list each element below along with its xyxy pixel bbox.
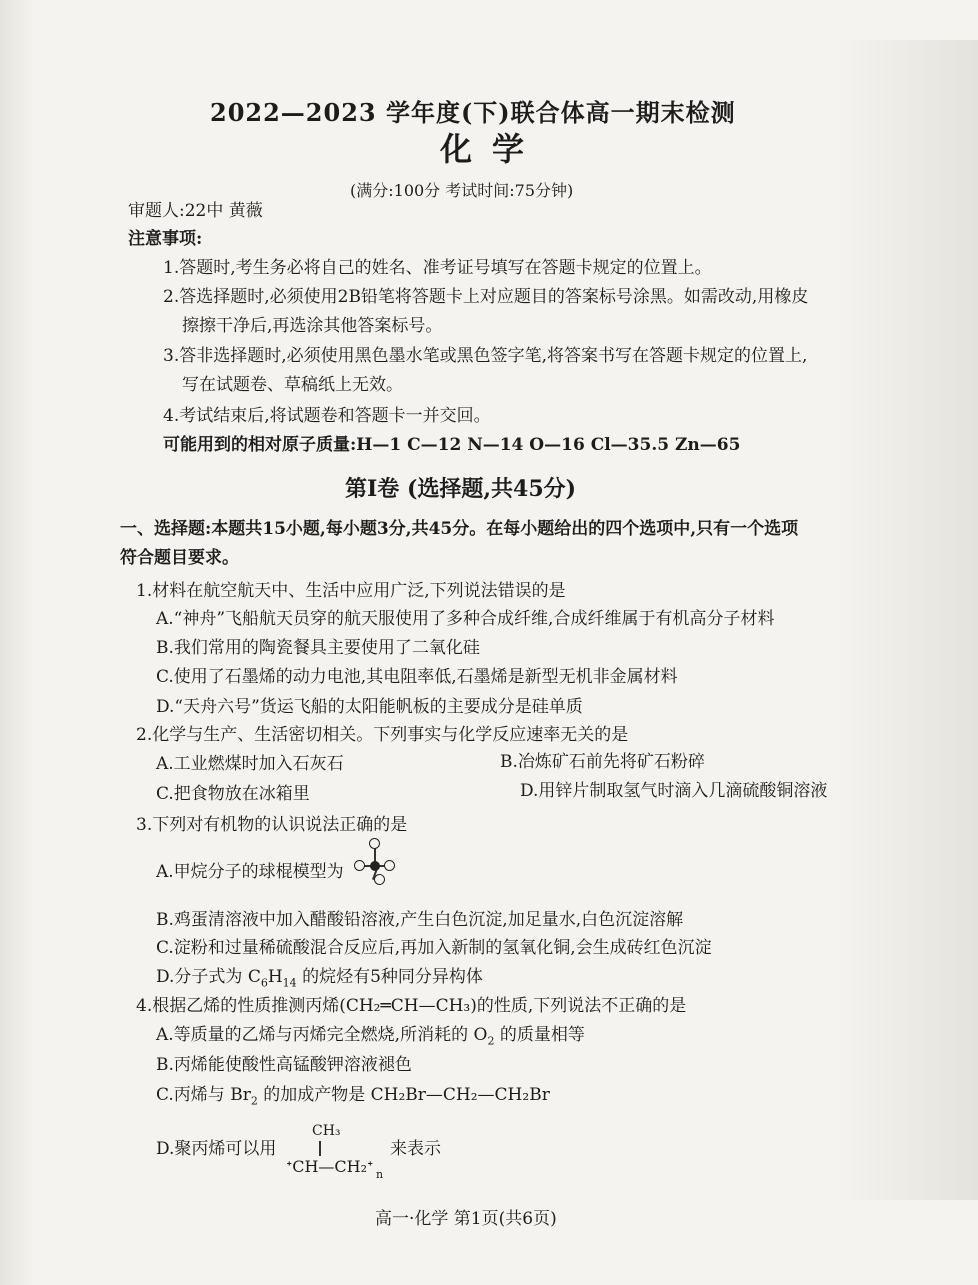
q1-stem: 1.材料在航空航天中、生活中应用广泛,下列说法错误的是 (136, 581, 566, 601)
note-item-2-cont: 擦擦干净后,再选涂其他答案标号。 (182, 316, 443, 336)
page-left-shadow (0, 0, 34, 1285)
atomic-masses: 可能用到的相对原子质量:H—1 C—12 N—14 O—16 Cl—35.5 Zn—65 (163, 435, 741, 455)
methane-ball-stick-model (352, 838, 398, 888)
q4-option-c: C.丙烯与 $Br_2$ 的加成产物是 CH₂Br—CH₂—CH₂Br (156, 1085, 550, 1108)
q2-option-c: C.把食物放在冰箱里 (156, 784, 310, 804)
q3-option-a: A.甲烷分子的球棍模型为 (156, 862, 344, 882)
page-footer: 高一·化学 第1页(共6页) (375, 1209, 557, 1229)
q4-option-b: B.丙烯能使酸性高锰酸钾溶液褪色 (156, 1055, 412, 1075)
q4-option-d-prefix: D.聚丙烯可以用 (156, 1139, 277, 1159)
polypropylene-formula (286, 1120, 386, 1180)
q1-option-a: A.“神舟”飞船航天员穿的航天服使用了多种合成纤维,合成纤维属于有机高分子材料 (156, 609, 775, 629)
page-bleed-through (838, 40, 978, 1200)
subject-title: 化学 (440, 130, 545, 168)
note-item-3: 3.答非选择题时,必须使用黑色墨水笔或黑色签字笔,将答案书写在答题卡规定的位置上, (163, 346, 808, 366)
section1-instructions-cont: 符合题目要求。 (120, 548, 239, 568)
notes-heading: 注意事项: (128, 229, 203, 249)
q3-option-d: D.分子式为 $C_6H_{14}$ 的烷烃有5种同分异构体 (156, 967, 483, 990)
q4-option-a: A.等质量的乙烯与丙烯完全燃烧,所消耗的 $O_2$ 的质量相等 (156, 1025, 585, 1048)
setter: 审题人:22中 黄薇 (128, 201, 263, 221)
formula-ch3: CH₃ (312, 1123, 341, 1139)
section1-instructions: 一、选择题:本题共15小题,每小题3分,共45分。在每小题给出的四个选项中,只有一个选项 (120, 519, 799, 539)
q3-option-b: B.鸡蛋清溶液中加入醋酸铅溶液,产生白色沉淀,加足量水,白色沉淀溶解 (156, 910, 684, 930)
q4-stem: 4.根据乙烯的性质推测丙烯(CH₂═CH—CH₃)的性质,下列说法不正确的是 (136, 996, 687, 1016)
note-item-4: 4.考试结束后,将试题卷和答题卡一并交回。 (163, 406, 491, 426)
section1-title: 第Ⅰ卷 (选择题,共45分) (345, 476, 577, 502)
note-item-3-cont: 写在试题卷、草稿纸上无效。 (182, 375, 403, 395)
exam-title: 2022—2023 学年度(下)联合体高一期末检测 (210, 98, 736, 127)
q1-option-b: B.我们常用的陶瓷餐具主要使用了二氧化硅 (156, 638, 480, 658)
note-item-2: 2.答选择题时,必须使用2B铅笔将答题卡上对应题目的答案标号涂黑。如需改动,用橡皮 (163, 287, 809, 307)
q4-option-d-suffix: 来表示 (390, 1139, 441, 1159)
q2-stem: 2.化学与生产、生活密切相关。下列事实与化学反应速率无关的是 (136, 725, 629, 745)
q3-stem: 3.下列对有机物的认识说法正确的是 (136, 815, 408, 835)
q1-option-d: D.“天舟六号”货运飞船的太阳能帆板的主要成分是硅单质 (156, 697, 583, 717)
q2-option-b: B.冶炼矿石前先将矿石粉碎 (500, 752, 705, 772)
formula-main-chain: ᐩCH—CH₂ᐩ (286, 1157, 374, 1176)
note-item-1: 1.答题时,考生务必将自己的姓名、准考证号填写在答题卡规定的位置上。 (163, 258, 712, 278)
q2-option-d: D.用锌片制取氢气时滴入几滴硫酸铜溶液 (520, 781, 828, 801)
formula-n: n (376, 1168, 384, 1181)
score-info: (满分:100分 考试时间:75分钟) (350, 181, 574, 200)
q2-option-a: A.工业燃煤时加入石灰石 (156, 754, 344, 774)
q3-option-c: C.淀粉和过量稀硫酸混合反应后,再加入新制的氢氧化铜,会生成砖红色沉淀 (156, 938, 712, 958)
q1-option-c: C.使用了石墨烯的动力电池,其电阻率低,石墨烯是新型无机非金属材料 (156, 667, 678, 687)
